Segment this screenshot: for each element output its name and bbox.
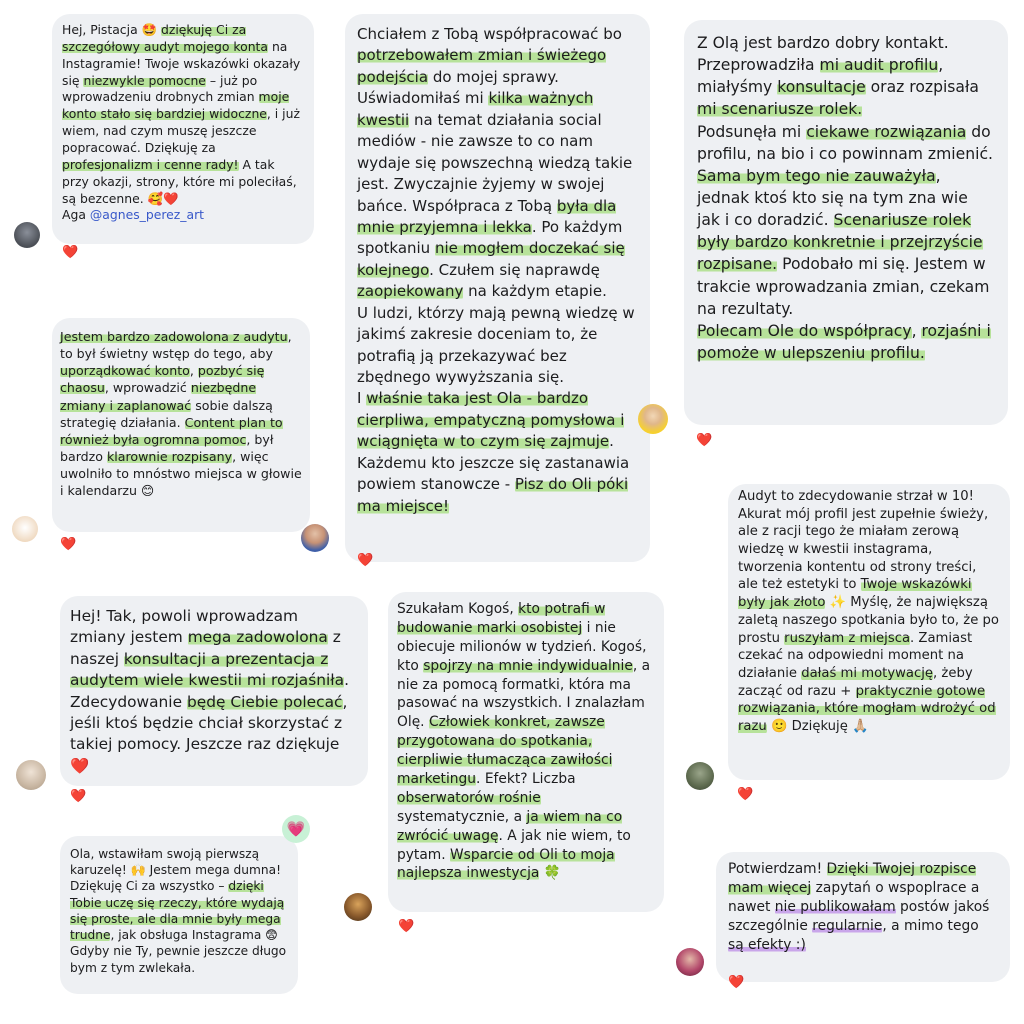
review-text-segment: zapytań o wspoplrace a nawet xyxy=(728,879,980,915)
review-text-segment: Hej, Pistacja 🤩 xyxy=(62,22,161,37)
review-text-segment: Chciałem z Tobą współpracować bo xyxy=(357,25,622,43)
highlighted-text: konsultacji a prezentacja z audytem wiele kwestii mi rozjaśniła xyxy=(70,649,345,690)
avatar xyxy=(344,893,372,921)
review-text-segment: , jednak ktoś kto się na tym zna wie jak i co doradzić. xyxy=(697,166,968,230)
highlighted-text: niezbędne zmiany i zaplanować xyxy=(60,380,257,413)
heart-reaction-icon[interactable]: ❤️ xyxy=(737,787,754,802)
review-text-segment: A tak przy okazji, strony, które mi poleciłaś, są bezcenne. 🥰❤️ xyxy=(62,156,297,206)
review-text-segment: I xyxy=(357,389,367,408)
highlighted-text: właśnie taka jest Ola - bardzo cierpliwa, empatyczną pomysłowa i wciągnięta w to czym się zajmuje xyxy=(357,389,625,451)
highlighted-text: Sama bym tego nie zauważyła xyxy=(697,166,936,185)
review-text xyxy=(62,22,304,224)
review-text-segment: Z Olą jest bardzo dobry kontakt. Przeprowadziła xyxy=(697,34,949,75)
heart-reaction-icon[interactable]: ❤️ xyxy=(398,919,415,934)
highlighted-text: była dla mnie przyjemna i lekka xyxy=(357,196,617,236)
review-text-segment: , miałyśmy xyxy=(697,56,944,97)
highlighted-text: regularnie xyxy=(812,917,883,934)
review-text-segment: , to był świetny wstęp do tego, aby xyxy=(60,329,292,362)
review-text-segment: Podobało mi się. Jestem w trakcie wprowadzania zmian, czekam na rezultaty. xyxy=(697,255,990,318)
review-bubble-confirm xyxy=(716,852,1010,982)
review-text xyxy=(397,600,655,883)
review-bubble-audit xyxy=(52,318,310,532)
heart-reaction-icon[interactable]: ❤️ xyxy=(62,245,79,260)
highlighted-text: potrzebowałem zmian i świeżego podejścia xyxy=(357,46,607,86)
highlighted-text: Jestem bardzo zadowolona z audytu xyxy=(60,329,288,344)
highlighted-text: mega zadowolona xyxy=(187,628,328,647)
review-text-segment: , wprowadzić xyxy=(104,380,191,396)
review-text-segment: . Zdecydowanie xyxy=(70,671,349,711)
avatar xyxy=(301,524,329,552)
review-text-segment: . Czułem się naprawdę xyxy=(429,260,600,279)
review-text-segment: na Instagramie! Twoje wskazówki okazały się xyxy=(62,38,301,88)
review-text-segment: do mojej sprawy. Uświadomiłaś mi xyxy=(357,67,559,108)
highlighted-text: mi scenariusze rolek. xyxy=(697,100,863,119)
review-text-segment: Audyt to zdecydowanie strzał w 10! Akurat mój profil jest zupełnie świeży, ale z racji tego że miałam zerową wiedzę w kwestii instagrama, tworzenia kontentu od strony treści, ale też estetyki to xyxy=(738,489,989,593)
review-text-segment: , był bardzo xyxy=(60,431,274,464)
highlighted-text: klarownie rozpisany xyxy=(106,448,233,464)
highlighted-text: Content plan to również była ogromna pomoc xyxy=(60,414,283,447)
review-text xyxy=(357,24,638,517)
heart-reaction-icon[interactable]: ❤️ xyxy=(696,433,713,448)
highlighted-text: Polecam Ole do współpracy xyxy=(697,321,912,340)
highlighted-text: dziękuję Ci za szczegółowy audyt mojego konta xyxy=(62,22,269,54)
avatar xyxy=(14,222,40,248)
review-text-segment: . Efekt? Liczba xyxy=(476,771,576,788)
highlighted-text: Scenariusze rolek były bardzo konkretnie i przejrzyście rozpisane. xyxy=(697,211,983,274)
review-text-segment: Potwierdzam! xyxy=(728,861,827,877)
highlighted-text: konsultacje xyxy=(777,78,866,97)
review-bubble-aga xyxy=(52,14,314,244)
avatar xyxy=(638,404,668,434)
avatar xyxy=(686,762,714,790)
review-text-segment: Ola, wstawiłam swoją pierwszą karuzelę! 🙌 Jestem mega dumna! Dziękuję Ci za wszystko – xyxy=(70,847,281,894)
highlighted-text: ciekawe rozwiązania xyxy=(806,122,967,141)
review-text-segment: postów jakoś szczególnie xyxy=(728,898,990,934)
highlighted-text: nie mogłem doczekać się kolejnego xyxy=(357,239,625,279)
review-text-segment: , żeby zacząć od razu + xyxy=(738,665,973,699)
highlighted-text: ja wiem na co zwrócić uwagę xyxy=(397,808,623,844)
review-text-segment: na temat działania social mediów - nie zawsze to co nam wydaje się powszechną wiedzą takie jest. Zwyczajnie żyjemy w swojej bańce. Współpraca z Tobą xyxy=(357,110,633,215)
highlighted-text: rozjaśni i pomoże w ulepszeniu profilu. xyxy=(697,321,991,362)
review-bubble-gold xyxy=(728,484,1010,780)
review-bubble-ola-contact xyxy=(684,20,1008,425)
review-text-segment: . Po każdym spotkaniu xyxy=(357,217,623,258)
highlighted-text: kilka ważnych kwestii xyxy=(357,89,594,129)
review-text-segment: do profilu, na bio i co powinnam zmienić. xyxy=(697,122,993,163)
highlighted-text: Pisz do Oli póki ma miejsce! xyxy=(357,475,629,515)
highlighted-text: praktycznie gotowe rozwiązania, które mogłam wdrożyć od razu xyxy=(738,683,996,734)
review-bubble-consult xyxy=(60,596,368,786)
avatar xyxy=(16,760,46,790)
review-text-segment: . A jak nie wiem, to pytam. xyxy=(397,827,631,863)
review-text-segment: , a nie za pomocą formatki, która ma pasować na wszystkich. I znalazłam Olę. xyxy=(397,657,651,731)
review-text-segment: , więc uwolniło to mnóstwo miejsca w głowie i kalendarzu 😊 xyxy=(60,448,302,499)
user-mention-link[interactable]: @agnes_perez_art xyxy=(89,207,205,223)
review-text-segment: Hej! Tak, powoli wprowadzam zmiany jestem xyxy=(70,607,299,647)
review-text-segment: Każdemu kto jeszcze się zastanawia powiem stanowcze - xyxy=(357,453,630,494)
heart-reaction-icon[interactable]: ❤️ xyxy=(357,553,374,568)
highlighted-text: uporządkować konto xyxy=(60,363,190,379)
review-text-segment: 🍀 xyxy=(539,865,561,882)
review-text xyxy=(697,32,995,364)
review-text-segment: , jeśli ktoś będzie chciał skorzystać z takiej pomocy. Jeszcze raz dziękuje ❤️ xyxy=(70,692,348,775)
review-text-segment: na każdym etapie. xyxy=(463,282,607,301)
review-bubble-brand xyxy=(388,592,664,912)
review-text-segment: 🙂 Dziękuję 🙏🏼 xyxy=(766,718,869,734)
review-text-segment: U ludzi, którzy mają pewną wiedzę w jakimś zakresie doceniam to, że potrafią ją przekazywać bez zbędnego wywyższania się. xyxy=(357,303,635,386)
highlighted-text: obserwatorów rośnie xyxy=(397,789,541,806)
review-text-segment: , xyxy=(911,321,922,340)
review-text-segment: Szukałam Kogoś, xyxy=(397,601,519,617)
highlighted-text: Twoje wskazówki były jak złoto xyxy=(738,577,972,611)
review-text xyxy=(728,860,998,954)
highlighted-text: moje konto stało się bardziej widoczne xyxy=(62,89,290,122)
review-text-segment: oraz rozpisała xyxy=(865,78,979,97)
highlighted-text: dzięki Tobie uczę się rzeczy, które wydają się proste, ale dla mnie były mega trudne xyxy=(70,879,285,943)
review-text xyxy=(70,846,288,976)
review-text xyxy=(738,488,1000,736)
heart-reaction-icon[interactable]: ❤️ xyxy=(728,975,745,990)
highlighted-text: kto potrafi w budowanie marki osobistej xyxy=(397,601,606,636)
highlighted-text: mi audit profilu xyxy=(819,56,939,75)
heart-reaction-icon[interactable] xyxy=(282,815,310,843)
review-text-segment: z naszej xyxy=(70,628,341,668)
highlighted-text: pozbyć się chaosu xyxy=(60,363,265,396)
review-bubble-man xyxy=(345,14,650,562)
highlighted-text: Wsparcie od Oli to moja najlepsza inwestycja xyxy=(397,846,615,882)
review-text-segment: sobie dalszą strategię działania. xyxy=(60,397,273,430)
highlighted-text: niezwykle pomocne xyxy=(83,72,206,88)
review-text-segment: . Zamiast czekać na odpowiedni moment na działanie xyxy=(738,630,973,681)
highlighted-text: są efekty :) xyxy=(728,936,806,953)
highlighted-text: będę Ciebie polecać xyxy=(186,692,343,711)
highlighted-text: dałaś mi motywację xyxy=(801,665,934,681)
review-text-segment: , jak obsługa Instagrama 😨 Gdyby nie Ty, pewnie jeszcze długo bym z tym zwlekała. xyxy=(70,928,287,975)
highlighted-text: Dzięki Twojej rozpisce mam więcej xyxy=(728,861,977,896)
avatar xyxy=(676,948,704,976)
review-text-segment: systematycznie, a xyxy=(397,808,527,825)
review-bubble-carousel xyxy=(60,836,298,994)
highlighted-text: Człowiek konkret, zawsze przygotowana do spotkania, cierpliwie tłumacząca zawiłości marketingu xyxy=(397,714,613,788)
review-text-segment: ✨ Myślę, że największą zaletą naszego spotkania było to, że po prostu xyxy=(738,595,999,646)
review-text-segment: i nie obiecuje milionów w tydzień. Kogoś, kto xyxy=(397,619,647,674)
highlighted-text: nie publikowałam xyxy=(774,898,896,915)
review-text-segment: , xyxy=(189,363,198,379)
review-text xyxy=(60,328,302,499)
highlighted-text: profesjonalizm i cenne rady! xyxy=(62,156,239,172)
highlighted-text: spojrzy na mnie indywidualnie xyxy=(423,657,633,674)
review-text xyxy=(70,606,358,777)
avatar xyxy=(12,516,38,542)
review-text-segment: Aga xyxy=(62,207,90,223)
review-text-segment: . xyxy=(609,432,614,451)
highlighted-text: ruszyłam z miejsca xyxy=(784,630,911,646)
review-text-segment: – już po wprowadzeniu drobnych zmian xyxy=(62,72,259,105)
review-text-segment: , a mimo tego xyxy=(882,917,979,934)
heart-reaction-icon[interactable]: ❤️ xyxy=(60,537,77,552)
highlighted-text: zaopiekowany xyxy=(357,282,464,301)
heart-reaction-icon[interactable]: ❤️ xyxy=(70,789,87,804)
reaction-emoji: 💗 xyxy=(286,820,306,838)
review-text-segment: Podsunęła mi xyxy=(697,122,807,141)
review-text-segment: , i już wiem, nad czym muszę jeszcze popracować. Dziękuję za xyxy=(62,106,300,156)
